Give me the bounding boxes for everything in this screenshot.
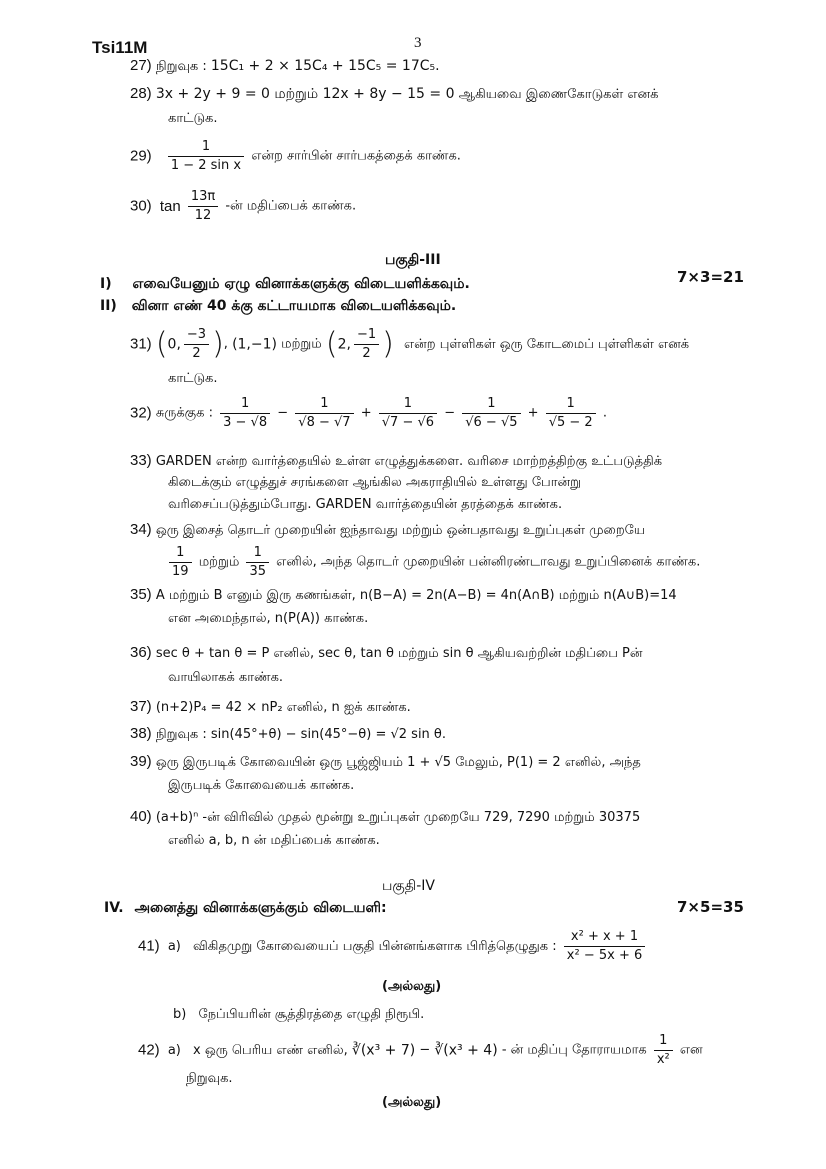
fraction-term-4 [462,395,520,432]
question-line-1: நிறுவுக : sin(45°+θ) − sin(45°−θ) = √2 sin θ. [155,727,447,742]
fraction-numerator: 1 [169,544,192,563]
question-39 [130,751,641,774]
period: . [602,405,607,421]
question-line-1: ஒரு இருபடிக் கோவையின் ஒரு பூஜ்ஜியம் 1 + √5 மேலும், P(1) = 2 எனில், அந்த [155,755,641,770]
fraction-term-5 [546,395,596,432]
fraction-denominator: 1 − 2 sin x [170,158,242,173]
numerator: 1 [295,395,353,414]
close-paren: ) [212,326,224,362]
question-label: சுருக்குக : [155,405,213,421]
question-29 [130,138,461,175]
part3-title: பகுதி-III [385,252,441,268]
point-1-x: 0, [167,336,181,353]
fraction-numerator: x² + x + 1 [564,928,645,947]
question-41 [138,928,648,965]
question-number: 36) [130,644,152,661]
question-line-1: sec θ + tan θ = P எனில், sec θ, tan θ மற்றும் sin θ ஆகியவற்றின் மதிப்பை Pன் [155,646,643,661]
fraction-term-3 [379,395,437,432]
roman-numeral: I) [100,276,112,292]
question-33-line2: கிடைக்கும் எழுத்துச் சரங்களை ஆங்கில அகராதியில் உள்ளது போன்று [168,475,581,490]
question-42-line2: நிறுவுக. [186,1071,233,1086]
question-27 [130,55,440,78]
fraction-term-1 [220,395,270,432]
question-line-1: (n+2)P₄ = 42 × nP₂ எனில், n ஐக் காண்க. [155,700,411,715]
part3-instruction-1 [100,276,470,294]
sub-label-a: a) [167,938,181,954]
question-40 [130,806,640,829]
question-33-line3: வரிசைப்படுத்தும்போது. GARDEN வார்த்தையின் தரத்தைக் காண்க. [168,497,563,512]
numerator: 1 [379,395,437,414]
question-line-1: A மற்றும் B எனும் இரு கணங்கள், n(B−A) = 2n(A−B) = 4n(A∩B) மற்றும் n(A∪B)=14 [155,588,677,603]
denominator: √7 − √6 [381,415,435,430]
question-28-line2: காட்டுக. [168,111,218,126]
function-name: tan [159,197,181,215]
question-number: 29) [130,147,152,165]
fraction-denominator: 12 [194,208,212,223]
denominator: √6 − √5 [465,415,518,430]
question-number: 34) [130,521,152,538]
operator: + [360,405,372,421]
question-28 [130,83,658,106]
question-text: -ன் மதிப்பைக் காண்க. [225,198,357,214]
question-34 [130,519,645,542]
question-34-line2 [166,544,700,581]
cube-root-2: ∛(x³ + 4) [434,1042,498,1059]
question-35 [130,584,677,607]
or-separator: (அல்லது) [382,979,442,994]
fraction [654,1032,673,1069]
fraction-denominator: x² − 5x + 6 [566,948,643,963]
question-36-line2: வாயிலாகக் காண்க. [168,670,284,685]
part4-marks: 7×5=35 [677,898,744,916]
conjunction: மற்றும் [281,336,322,352]
denominator: √8 − √7 [298,415,351,430]
question-number: 35) [130,586,152,603]
part4-title: பகுதி-IV [382,878,436,894]
roman-numeral: II) [100,298,117,314]
or-separator-2: (அல்லது) [382,1095,442,1110]
fraction-denominator: x² [656,1052,670,1067]
fraction-denominator: 19 [172,564,189,579]
fraction [246,544,269,581]
question-number: 38) [130,725,152,742]
fraction-numerator: 1 [654,1032,673,1051]
fraction-numerator: −1 [354,326,379,345]
question-text: நேப்பியரின் சூத்திரத்தை எழுதி நிரூபி. [198,1007,425,1022]
question-number: 33) [130,452,152,469]
roman-numeral: IV. [104,900,124,916]
instruction-text: வினா எண் 40 க்கு கட்டாயமாக விடையளிக்கவும். [131,298,457,314]
question-number: 32) [130,404,152,422]
fraction-numerator: 1 [246,544,269,563]
question-text: - ன் மதிப்பு தோராயமாக [501,1042,647,1058]
question-40-line2: எனில் a, b, n ன் மதிப்பைக் காண்க. [168,833,380,848]
fraction [564,928,645,965]
question-42 [138,1032,703,1069]
numerator: 1 [462,395,520,414]
question-38 [130,723,446,746]
question-prefix: நிறுவுக : [155,59,211,74]
question-text: ஆகியவை இணைகோடுகள் எனக் [454,87,659,102]
question-number: 31) [130,335,152,353]
open-paren: ( [155,326,168,362]
question-line-1: (a+b)ⁿ -ன் விரிவில் முதல் மூன்று உறுப்புகள் முறையே 729, 7290 மற்றும் 30375 [155,810,641,825]
question-31: 31) (0, $\frac{-3}{2}$ ), (1,−1) மற்றும் (2, $\frac{-1}{2}$ ) என்ற புள்ளிகள் ஒரு கோடமைப் புள்ளிகள் எனக் [130,326,690,362]
page-number: 3 [414,35,422,51]
operator: − [419,1042,431,1058]
fraction [168,138,244,175]
question-41b [173,1004,424,1026]
part3-marks: 7×3=21 [677,268,744,286]
sub-label-b: b) [173,1007,187,1022]
fraction [188,188,218,225]
cube-root-1: ∛(x³ + 7) [351,1042,416,1059]
part3-instruction-2 [100,298,456,316]
question-30 [130,188,356,225]
question-number: 41) [138,937,160,955]
fraction [354,326,379,363]
fraction-numerator: −3 [184,326,209,345]
instruction-text: அனைத்து வினாக்களுக்கும் விடையளி: [134,900,387,916]
question-text: என [679,1042,703,1058]
operator: + [527,405,539,421]
question-text: என்ற புள்ளிகள் ஒரு கோடமைப் புள்ளிகள் எனக் [404,336,690,352]
open-paren: ( [325,326,338,362]
fraction [169,544,192,581]
numerator: 1 [220,395,270,414]
conjunction: மற்றும் [198,554,240,570]
question-expression: 15C₁ + 2 × 15C₄ + 15C₅ = 17C₅. [210,58,440,74]
question-text: எனில், அந்த தொடர் முறையின் பன்னிரண்டாவது உறுப்பினைக் காண்க. [276,554,701,570]
question-number: 40) [130,808,152,825]
numerator: 1 [546,395,596,414]
fraction-numerator: 13π [188,188,218,207]
operator: − [444,405,456,421]
point-3-x: 2, [337,336,351,353]
question-33 [130,450,662,473]
fraction-term-2 [295,395,353,432]
question-line-1: ஒரு இசைத் தொடர் முறையின் ஐந்தாவது மற்றும் ஒன்பதாவது உறுப்புகள் முறையே [155,523,646,538]
fraction-denominator: 2 [362,346,371,361]
question-text: என்ற சார்பின் சார்பகத்தைக் காண்க. [251,148,461,164]
instruction-text: எவையேனும் ஏழு வினாக்களுக்கு விடையளிக்கவும். [132,276,470,292]
question-number: 30) [130,197,152,215]
fraction-denominator: 2 [192,346,201,361]
sub-label-a: a) [167,1042,181,1058]
fraction-numerator: 1 [168,138,244,157]
operator: − [277,405,289,421]
denominator: √5 − 2 [548,415,593,430]
question-32 [130,395,607,432]
close-paren: ) [382,326,394,362]
question-text: x ஒரு பெரிய எண் எனில், [193,1042,348,1058]
question-expression: 3x + 2y + 9 = 0 மற்றும் 12x + 8y − 15 = 0 [155,86,455,102]
paper-code: Tsi11M [92,38,148,57]
part4-instruction [104,900,387,918]
question-36 [130,642,642,665]
question-number: 37) [130,698,152,715]
point-2: (1,−1) [232,336,277,353]
question-number: 42) [138,1041,160,1059]
question-31-line2: காட்டுக. [168,371,218,386]
denominator: 3 − √8 [223,415,268,430]
question-37 [130,696,411,719]
question-line-1: GARDEN என்ற வார்த்தையில் உள்ள எழுத்துக்களை. வரிசை மாற்றத்திற்கு உட்படுத்திக் [155,454,663,469]
question-text: விகிதமுறு கோவையைப் பகுதி பின்னங்களாக பிரித்தெழுதுக : [193,938,557,954]
question-number: 27) [130,57,152,74]
question-number: 39) [130,753,152,770]
question-39-line2: இருபடிக் கோவையைக் காண்க. [168,778,355,793]
fraction-denominator: 35 [249,564,267,579]
question-35-line2: என அமைந்தால், n(P(A)) காண்க. [168,611,369,626]
fraction [184,326,209,363]
question-number: 28) [130,85,152,102]
